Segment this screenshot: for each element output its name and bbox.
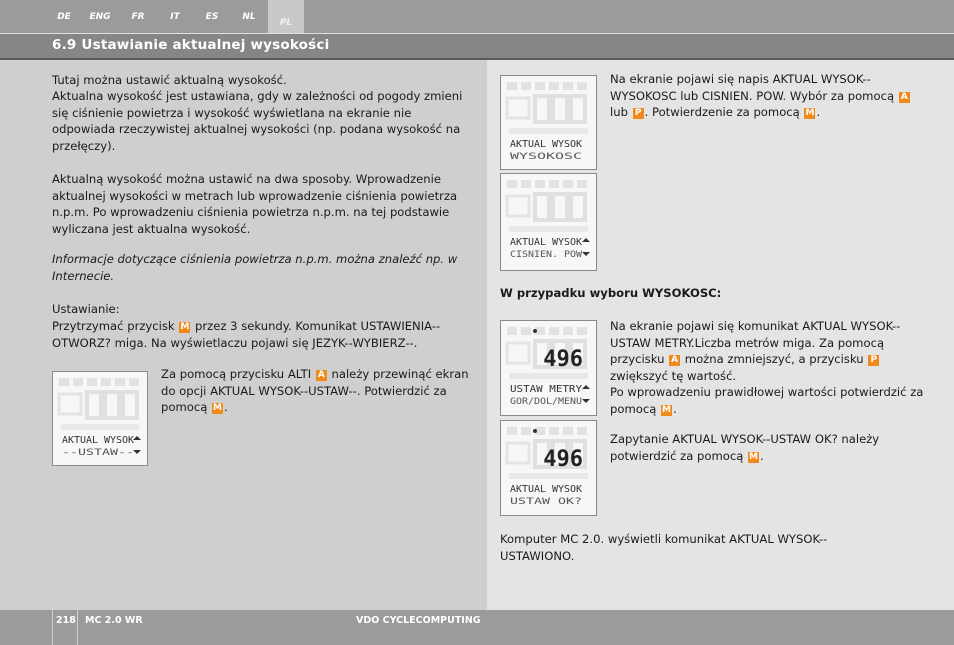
a-key-icon: A xyxy=(669,355,680,366)
text: Za pomocą przycisku ALTI xyxy=(161,367,315,381)
lcd-ghost-segment xyxy=(535,180,545,188)
lcd-ghost-segment xyxy=(509,473,588,479)
final-paragraph: Komputer MC 2.0. wyświetli komunikat AKTUAL WYSOK-- USTAWIONO. xyxy=(500,532,828,563)
text: Zapytanie AKTUAL WYSOK--USTAW OK? należy potwierdzić za pomocą xyxy=(610,432,880,463)
text: lub xyxy=(610,105,632,120)
section-title: 6.9 Ustawianie aktualnej wysokości xyxy=(52,37,330,53)
lcd-ghost-segment xyxy=(73,378,83,386)
lcd-screen-ok xyxy=(500,420,597,516)
lcd-ghost-segment xyxy=(507,327,517,335)
lcd-ghost-segment xyxy=(549,82,559,90)
lcd-text-line: AKTUAL WYSOK xyxy=(510,139,583,150)
lcd-ghost-digit xyxy=(105,392,119,418)
lcd-text-line: AKTUAL WYSOK xyxy=(510,484,583,495)
m-key-icon: M xyxy=(805,108,815,119)
text: Na ekranie pojawi się napis AKTUAL WYSOK-- WYSOKOSC lub CISNIEN. POW. Wybór za pomocą xyxy=(610,72,898,103)
text: Przytrzymać przycisk xyxy=(52,319,179,333)
lcd-ghost-segment xyxy=(101,378,111,386)
lcd-dot xyxy=(533,329,537,333)
subheading: W przypadku wyboru WYSOKOSC: xyxy=(500,286,722,300)
text: przez 3 sekundy. Komunikat USTAWIENIA-- OTWORZ? miga. Na wyświetlaczu pojawi się JEZYK--WYBIERZ--. xyxy=(52,319,441,350)
lcd-ghost-segment xyxy=(61,424,139,430)
step2-paragraph xyxy=(161,366,471,416)
page-number-box xyxy=(52,610,78,645)
p-key-icon: P xyxy=(868,355,879,366)
lcd-text-line: USTAW METRY xyxy=(510,384,583,395)
lang-eng[interactable]: ENG xyxy=(89,12,111,22)
info-paragraph: Informacje dotyczące ciśnienia powietrza n.p.m. można znaleźć np. w Internecie. xyxy=(52,252,458,283)
lang-de[interactable]: DE xyxy=(57,12,71,22)
footer xyxy=(0,610,954,645)
lcd-display xyxy=(53,372,147,465)
lcd-text-line: CISNIEN. POW xyxy=(510,250,584,260)
lcd-screen-metry xyxy=(500,320,597,416)
arrow-down-icon xyxy=(582,399,590,403)
p-key-icon: P xyxy=(633,108,644,119)
lcd-ghost-segment xyxy=(507,82,517,90)
brand-name: VDO CYCLECOMPUTING xyxy=(356,615,481,626)
lcd-ghost-digit xyxy=(553,96,567,122)
lcd-ghost-segment xyxy=(507,427,517,435)
lang-fr[interactable]: FR xyxy=(131,12,145,22)
lcd-ghost-digit xyxy=(87,392,101,418)
lcd-ghost-segment xyxy=(129,378,139,386)
arrow-up-icon xyxy=(582,238,590,242)
lcd-ghost-segment xyxy=(549,427,559,435)
lcd-text-line: --USTAW-- xyxy=(62,448,134,458)
step1-paragraph xyxy=(52,318,472,351)
choice-paragraph xyxy=(610,71,930,121)
lcd-ghost-segment xyxy=(521,180,531,188)
lcd-value: 496 xyxy=(543,447,583,472)
lcd-ghost-segment xyxy=(563,82,573,90)
methods-paragraph: Aktualną wysokość można ustawić na dwa sposoby. Wprowadzenie aktualnej wysokości w metrach lub wprowadzenie ciśnienia powietrza n.p.m. Po wprowadzeniu ciśnienia powietrza n.p.m. na tej podstawie wyliczana jest aktualna wysokość. xyxy=(52,172,458,236)
lcd-display xyxy=(501,321,596,415)
m-key-icon: M xyxy=(180,322,190,332)
lcd-text-line: WYSOKOSC xyxy=(510,152,582,162)
text: . xyxy=(760,448,764,463)
right-column xyxy=(487,60,954,610)
text: Na ekranie pojawi się komunikat AKTUAL WYSOK-- USTAW METRY.Liczba metrów miga. Za pomocą przycisku xyxy=(610,319,901,367)
lcd-ghost-segment xyxy=(563,427,573,435)
arrow-down-icon xyxy=(133,450,141,454)
lcd-ghost-segment xyxy=(509,226,588,232)
lcd-ghost-digit xyxy=(123,392,137,418)
lcd-ghost-digit xyxy=(507,98,529,118)
lcd-ghost-digit xyxy=(507,443,529,463)
lcd-ghost-digit xyxy=(507,196,529,216)
lcd-ghost-segment xyxy=(59,378,69,386)
text: zwiększyć tę wartość. xyxy=(610,368,737,383)
metry-paragraph xyxy=(610,318,930,418)
lcd-screen-cisnien xyxy=(500,173,597,271)
text: należy przewinąć ekran do opcji AKTUAL WYSOK--USTAW--. Potwierdzić za pomocą xyxy=(161,367,469,415)
lcd-ghost-segment xyxy=(535,82,545,90)
lang-nl[interactable]: NL xyxy=(242,12,256,22)
lcd-ghost-digit xyxy=(571,96,585,122)
lcd-ghost-digit xyxy=(571,194,585,220)
lcd-text-line: AKTUAL WYSOK xyxy=(62,435,135,446)
arrow-down-icon xyxy=(582,252,590,256)
lcd-ghost-segment xyxy=(549,180,559,188)
text: Po wprowadzeniu prawidłowej wartości potwierdzić za pomocą xyxy=(610,385,924,416)
lcd-display xyxy=(501,76,596,169)
lang-it[interactable]: IT xyxy=(170,12,180,22)
lang-pl[interactable]: PL xyxy=(268,0,304,33)
lcd-ghost-segment xyxy=(577,427,587,435)
text: . Potwierdzenie za pomocą xyxy=(644,105,804,120)
lcd-ghost-segment xyxy=(509,373,588,379)
lcd-ghost-segment xyxy=(87,378,97,386)
arrow-up-icon xyxy=(582,385,590,389)
setting-label: Ustawianie: xyxy=(52,302,120,316)
m-key-icon: M xyxy=(749,451,758,462)
text: . xyxy=(673,401,677,416)
text: . xyxy=(816,105,821,120)
lcd-ghost-segment xyxy=(563,327,573,335)
lcd-ghost-segment xyxy=(521,327,531,335)
lcd-screen-ustaw xyxy=(52,371,148,466)
intro-paragraph: Aktualna wysokość jest ustawiana, gdy w zależności od pogody zmieni się ciśnienie powietrza i wysokość wyświetlana na ekranie nie odpowiada rzeczywistej aktualnej wysokości (np. podana wysokość na przełęczy). xyxy=(52,89,463,153)
lcd-ghost-digit xyxy=(59,394,81,414)
lcd-ghost-segment xyxy=(577,82,587,90)
intro-line: Tutaj można ustawić aktualną wysokość. xyxy=(52,73,287,87)
model-name: MC 2.0 WR xyxy=(85,615,143,626)
m-key-icon: M xyxy=(213,403,222,414)
left-column xyxy=(0,60,487,610)
text: można zmniejszyć, a przycisku xyxy=(681,352,868,367)
arrow-up-icon xyxy=(133,436,141,440)
lcd-ghost-segment xyxy=(115,378,125,386)
m-key-icon: M xyxy=(662,404,671,415)
lcd-ghost-digit xyxy=(507,343,529,363)
confirm-paragraph xyxy=(610,431,930,464)
lcd-ghost-segment xyxy=(577,180,587,188)
lcd-text-line: AKTUAL WYSOK xyxy=(510,237,583,248)
language-bar xyxy=(0,0,954,33)
page-number: 218 xyxy=(56,615,76,626)
lcd-display xyxy=(501,421,596,515)
lcd-ghost-segment xyxy=(563,180,573,188)
lcd-ghost-segment xyxy=(549,327,559,335)
lcd-dot xyxy=(533,429,537,433)
lcd-ghost-segment xyxy=(521,427,531,435)
lcd-text-line: USTAW OK? xyxy=(510,497,582,507)
lcd-display xyxy=(501,174,596,270)
section-title-bar xyxy=(0,34,954,58)
lcd-ghost-digit xyxy=(535,194,549,220)
lang-es[interactable]: ES xyxy=(205,12,219,22)
text: . xyxy=(224,400,228,415)
lcd-ghost-digit xyxy=(553,194,567,220)
lcd-text-line: GOR/DOL/MENU xyxy=(510,397,582,407)
lcd-value: 496 xyxy=(543,347,583,372)
a-key-icon: A xyxy=(899,92,910,103)
lcd-ghost-segment xyxy=(509,128,588,134)
a-key-icon: A xyxy=(316,370,327,381)
lcd-ghost-segment xyxy=(577,327,587,335)
lcd-screen-wysokosc xyxy=(500,75,597,170)
lcd-ghost-segment xyxy=(521,82,531,90)
lcd-ghost-digit xyxy=(535,96,549,122)
lcd-ghost-segment xyxy=(507,180,517,188)
